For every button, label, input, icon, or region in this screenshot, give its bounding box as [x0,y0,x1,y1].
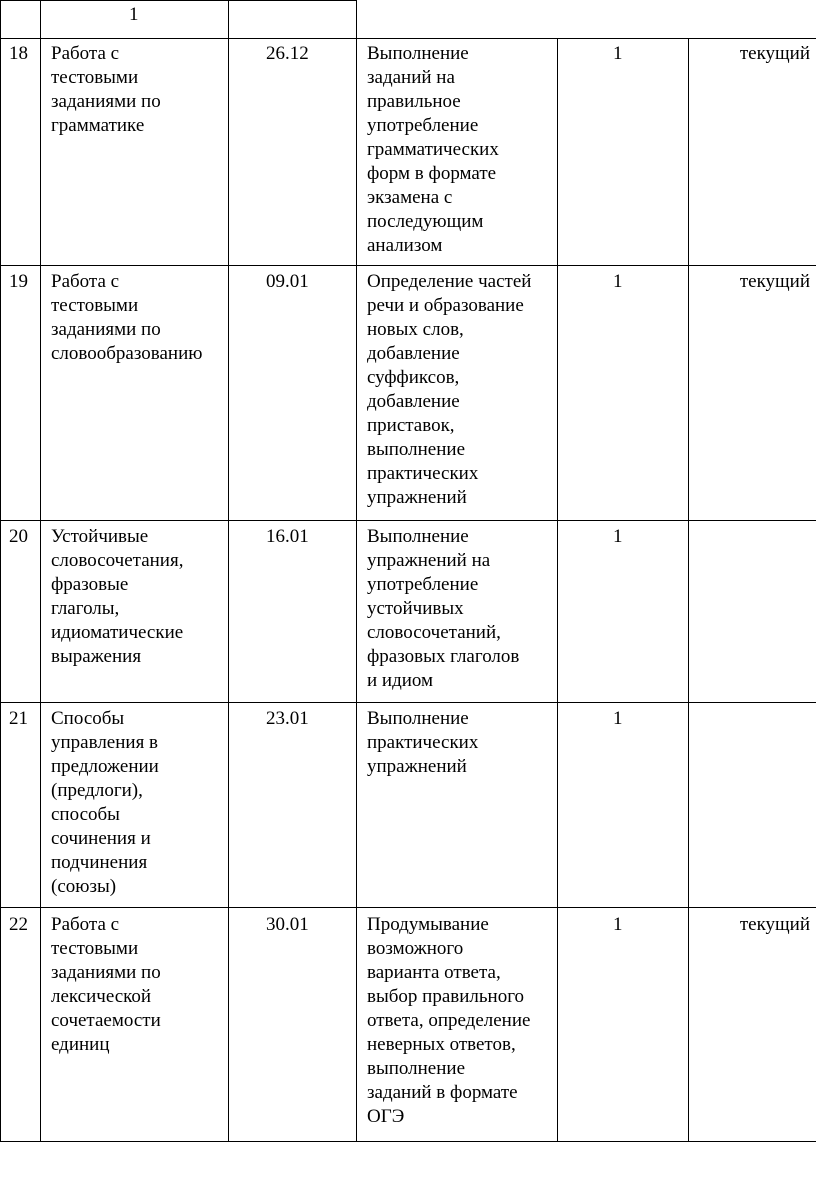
column-divider-1 [40,0,41,1142]
row-topic: Устойчивые словосочетания, фразовые глаголы, идиоматические выражения [51,526,184,667]
row-control-type: текущий [739,43,810,64]
row-hours: 1 [613,271,623,292]
row-hours: 1 [613,43,623,64]
row-divider-bottom [0,1141,816,1142]
table-border-left [0,0,1,1142]
row-topic: Работа с тестовыми заданиями по лексической сочетаемости единиц [51,914,161,1055]
row-activity: Определение частей речи и образование новых слов, добавление суффиксов, добавление приставок, выполнение практических упражнений [367,271,532,508]
row-activity: Выполнение упражнений на употребление устойчивых словосочетаний, фразовых глаголов и идиом [367,526,520,691]
row-number: 18 [9,43,28,64]
row-activity: Выполнение практических упражнений [367,708,479,777]
row-number: 22 [9,914,28,935]
row-topic: Работа с тестовыми заданиями по грамматике [51,43,161,136]
table-border-top [0,0,357,1]
row-divider-18 [0,265,816,266]
row-hours: 1 [613,708,623,729]
row-divider-header [0,38,816,39]
row-date: 30.01 [266,914,309,935]
row-control-type: текущий [739,914,810,935]
row-divider-19 [0,520,816,521]
column-divider-4 [557,38,558,1142]
row-number: 20 [9,526,28,547]
row-divider-20 [0,702,816,703]
row-date: 16.01 [266,526,309,547]
row-divider-21 [0,907,816,908]
row-number: 21 [9,708,28,729]
row-activity: Продумывание возможного варианта ответа, выбор правильного ответа, определение неверных ответов, выполнение заданий в формате ОГЭ [367,914,531,1127]
row-date: 09.01 [266,271,309,292]
row-topic: Работа с тестовыми заданиями по словообразованию [51,271,203,364]
row-date: 23.01 [266,708,309,729]
row-hours: 1 [613,914,623,935]
row-hours: 1 [613,526,623,547]
row-control-type: текущий [739,271,810,292]
header-hours: 1 [129,4,139,25]
row-topic: Способы управления в предложении (предлоги), способы сочинения и подчинения (союзы) [51,708,159,897]
row-date: 26.12 [266,43,309,64]
column-divider-5 [688,38,689,1142]
column-divider-3 [356,0,357,1142]
row-number: 19 [9,271,28,292]
row-activity: Выполнение заданий на правильное употребление грамматических форм в формате экзамена с последующим анализом [367,43,499,256]
